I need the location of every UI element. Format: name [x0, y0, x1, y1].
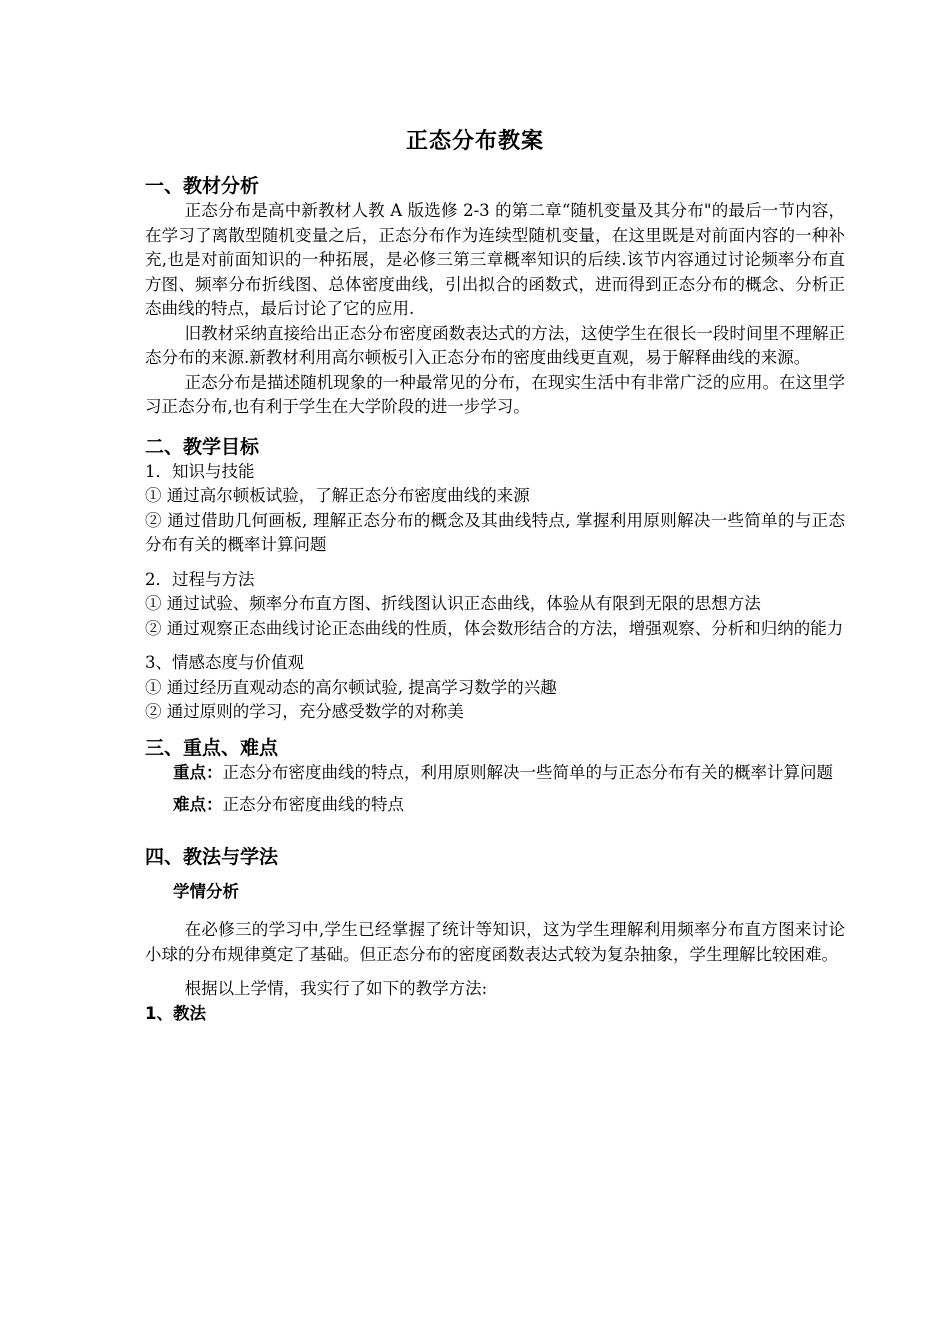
goal-item: ② 通过观察正态曲线讨论正态曲线的性质，体会数形结合的方法，增强观察、分析和归纳的能力	[145, 618, 844, 638]
paragraph: 在必修三的学习中,学生已经掌握了统计等知识，这为学生理解利用频率分布直方图来讨论小球的分布规律奠定了基础。但正态分布的密度函数表达式较为复杂抽象，学生理解比较困难。	[145, 920, 845, 964]
page-title: 正态分布教案	[405, 128, 544, 154]
method-heading	[145, 1002, 845, 1027]
paragraph: 正态分布是描述随机现象的一种最常见的分布，在现实生活中有非常广泛的应用。在这里学习正态分布,也有利于学生在大学阶段的进一步学习。	[145, 372, 845, 416]
goal-group-title: 3、情感态度与价值观	[145, 653, 304, 672]
goal-item: ② 通过借助几何画板, 理解正态分布的概念及其曲线特点, 掌握利用原则解决一些简单的与正态分布有关的概率计算问题	[145, 510, 845, 554]
section-teaching-goals	[145, 434, 845, 725]
goal-item: ① 通过试验、频率分布直方图、折线图认识正态曲线，体验从有限到无限的思想方法	[145, 594, 761, 613]
section-textbook-analysis	[145, 173, 845, 420]
difficult-label: 难点：	[173, 795, 223, 814]
section-heading: 四、教法与学法	[145, 845, 279, 868]
subheading	[145, 880, 845, 905]
goal-item: ② 通过原则的学习，充分感受数学的对称美	[145, 702, 464, 721]
difficult-point	[145, 793, 845, 818]
section-heading: 三、重点、难点	[145, 736, 279, 759]
method-label: 1、教法	[145, 1003, 206, 1023]
document-body	[145, 173, 845, 1026]
section-methods	[145, 844, 845, 1027]
paragraph: 正态分布是高中新教材人教 A 版选修 2-3 的第二章“随机变量及其分布"的最后一节内容，在学习了离散型随机变量之后，正态分布作为连续型随机变量，在这里既是对前面内容的一种补充,也是对前面知识的一种拓展，是必修三第三章概率知识的后续.该节内容通过讨论频率分布直方图、频率分布折线图、总体密度曲线，引出拟合的函数式，进而得到正态分布的概念、分析正态曲线的特点，最后讨论了它的应用.	[145, 201, 845, 318]
goal-group-title: 1．知识与技能	[145, 461, 255, 481]
subheading-label: 学情分析	[173, 881, 239, 901]
section-heading: 二、教学目标	[145, 435, 260, 458]
goal-group-title: 2．过程与方法	[145, 569, 255, 589]
goal-item: ① 通过经历直观动态的高尔顿试验, 提高学习数学的兴趣	[145, 677, 557, 697]
paragraph: 根据以上学情，我实行了如下的教学方法:	[184, 979, 488, 998]
paragraph: 旧教材采纳直接给出正态分布密度函数表达式的方法，这使学生在很长一段时间里不理解正态分布的来源.新教材利用高尔顿板引入正态分布的密度曲线更直观，易于解释曲线的来源。	[145, 323, 845, 367]
goal-item: ① 通过高尔顿板试验，了解正态分布密度曲线的来源	[145, 486, 530, 505]
key-text: 正态分布密度曲线的特点，利用原则解决一些简单的与正态分布有关的概率计算问题	[222, 762, 833, 782]
section-heading: 一、教材分析	[145, 175, 260, 197]
key-label: 重点：	[173, 762, 223, 782]
difficult-text: 正态分布密度曲线的特点	[222, 795, 404, 814]
section-key-points	[145, 735, 845, 818]
key-point	[145, 761, 845, 786]
